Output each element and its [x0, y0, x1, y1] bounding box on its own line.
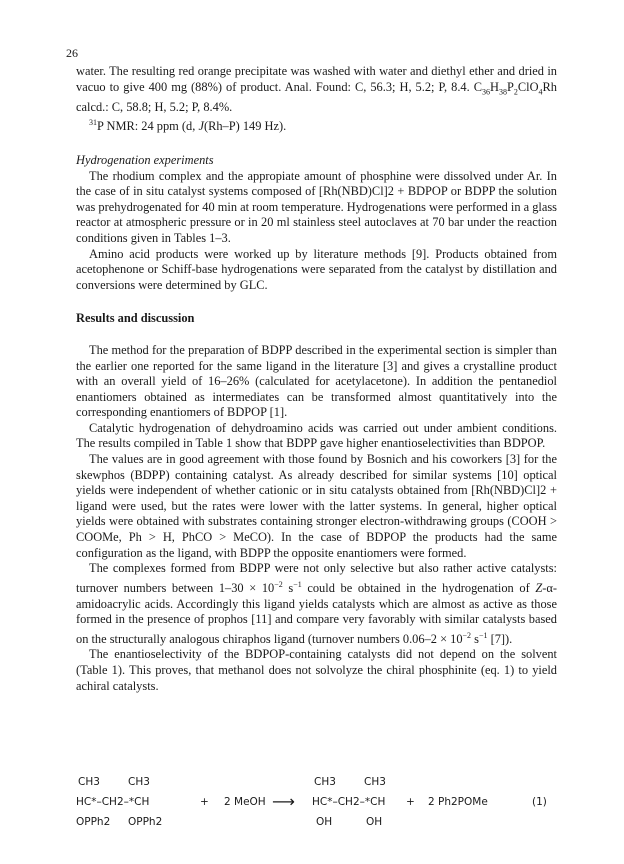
nmr-line: $^{31}$P NMR: 24 ppm (d, J(Rh–P) 149 Hz).	[89, 118, 287, 134]
eq-ch3-c: CH3	[314, 776, 336, 788]
eq-right-chain: HC*–CH2–*CH	[312, 796, 386, 808]
paragraph-catalytic: Catalytic hydrogenation of dehydroamino acids was carried out under ambient conditions. The results compiled in Table 1 show that BDPP gave higher enantioselectivities than BDPOP.	[76, 420, 557, 451]
eq-oh-b: OH	[366, 816, 383, 828]
eq-meoh: 2 MeOH	[224, 796, 266, 808]
equation-1	[76, 776, 566, 836]
eq-oppph2-a: OPPh2	[76, 816, 111, 828]
eq-plus-1: +	[200, 796, 209, 808]
heading-results: Results and discussion	[76, 311, 195, 326]
paragraph-analysis: water. The resulting red orange precipitate was washed with water and diethyl ether and dried in vacuo to give 400 mg (88%) of product. Anal. Found: C, 56.3; H, 5.2; P, 8.4. $C_{36}H_{38}P_2ClO_4Rh$ calcd.: C, 58.8; H, 5.2; P, 8.4%.	[76, 64, 557, 114]
eq-number: (1)	[532, 796, 547, 808]
paragraph-enantioselectivity: The enantioselectivity of the BDPOP-containing catalysts did not depend on the solvent (Table 1). This proves, that methanol does not solvolyze the chiral phosphinite (eq. 1) to yield achiral catalysts.	[76, 647, 557, 693]
eq-ch3-a: CH3	[78, 776, 100, 788]
eq-left-chain: HC*–CH2–*CH	[76, 796, 150, 808]
heading-hydrogenation: Hydrogenation experiments	[76, 152, 214, 167]
paragraph-method: The method for the preparation of BDPP described in the experimental section is simpler than the earlier one reported for the same ligand in the literature [3] and gives a crystalline product with an overall yield of 16–26% (calculated for acetylacetone). In addition the pentanediol enantiomers obtained as intermediates can be transformed almost quantitatively into the corresponding enantiomers of BDPOP [1].	[76, 342, 557, 420]
body-top	[76, 64, 557, 694]
paragraph-workup: Amino acid products were worked up by literature methods [9]. Products obtained from acetophenone or Schiff-base hydrogenations were separated from the catalyst by distillation and conversions were determined by GLC.	[76, 246, 557, 292]
eq-ch3-d: CH3	[364, 776, 386, 788]
eq-product: 2 Ph2POMe	[428, 796, 488, 808]
eq-arrow: ⟶	[272, 792, 295, 811]
paragraph-values: The values are in good agreement with those found by Bosnich and his coworkers [3] for the skewphos (BDPP) containing catalyst. As already described for similar systems [10] optical yields were independent of whether cationic or in situ catalysts obtained from [Rh(NBD)Cl]2 + ligand were used, but the rates were lower with the latter systems. In general, higher optical yields were obtained with substrates containing stronger electron-withdrawing groups (COOH > COOMe, Ph > H, PhCO > MeCO). In the case of BDPOP the products had the same configuration as the ligand, with BDPP the opposite enantiomers were formed.	[76, 452, 557, 560]
eq-ch3-b: CH3	[128, 776, 150, 788]
eq-plus-2: +	[406, 796, 415, 808]
eq-oppph2-b: OPPh2	[128, 816, 163, 828]
page-number: 26	[66, 46, 78, 60]
paragraph-complexes: The complexes formed from BDPP were not only selective but also rather active catalysts: turnover numbers between $1-30 \times 10^{-2}$ $s^{-1}$ could be obtained in the hydrogenation of Z-α-amidoacrylic acids. Accordingly this ligand yields catalysts which are almost as active as those formed in the presence of prophos [11] and compare very favorably with similar catalysts based on the structurally analogous chiraphos ligand (turnover numbers $0.06-2 \times 10^{-2}$ $s^{-1}$ [7]).	[76, 561, 557, 646]
paragraph-procedure: The rhodium complex and the appropiate amount of phosphine were dissolved under Ar. In the case of in situ catalyst systems composed of [Rh(NBD)Cl]2 + BDPOP or BDPP the solution was prehydrogenated for 40 min at room temperature. Hydrogenations were performed in a glass reactor at atmospheric pressure or in 20 ml stainless steel autoclaves at 70 bar under the reaction conditions given in Tables 1–3.	[76, 168, 558, 245]
eq-oh-a: OH	[316, 816, 333, 828]
